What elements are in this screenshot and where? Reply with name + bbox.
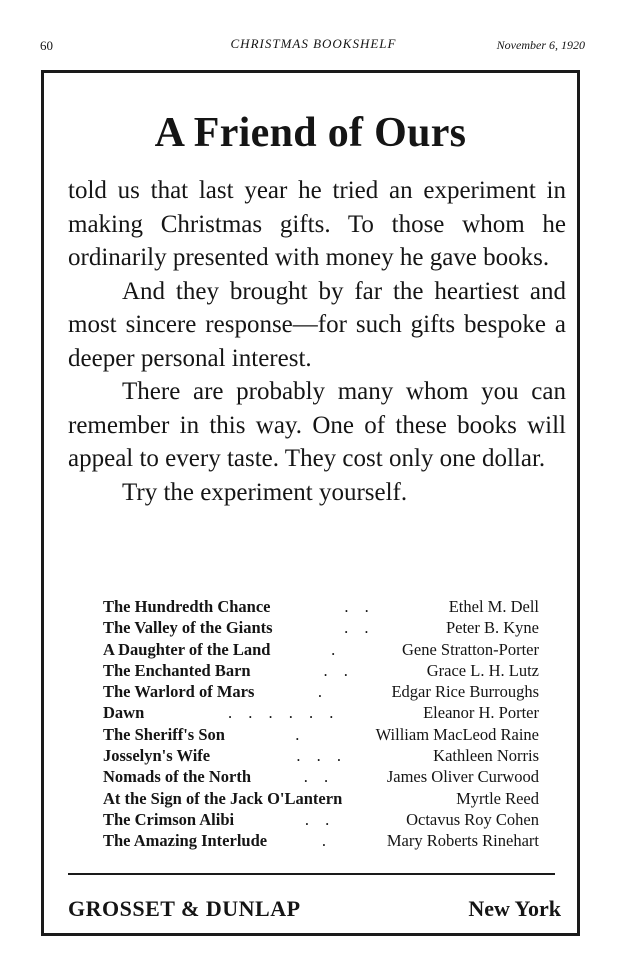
running-title: CHRISTMAS BOOKSHELF <box>230 36 397 51</box>
book-author: William MacLeod Raine <box>375 724 539 744</box>
paragraph: And they brought by far the heartiest and most sincere response—for such gifts bespoke a deeper personal interest. <box>68 277 566 372</box>
leader-dots: . <box>321 831 333 851</box>
page-number: 60 <box>40 38 53 53</box>
book-title: A Daughter of the Land <box>103 639 271 659</box>
book-title: Josselyn's Wife <box>103 746 211 766</box>
book-author: Gene Stratton-Porter <box>401 639 539 659</box>
book-title: The Crimson Alibi <box>103 809 235 829</box>
book-author: Edgar Rice Burroughs <box>391 682 539 702</box>
publisher-name: GROSSET & DUNLAP <box>68 896 301 921</box>
paragraph: told us that last year he tried an experiment in making Christmas gifts. To those whom he ordinarily presented with money he gave books. <box>68 177 566 271</box>
list-item <box>103 788 539 809</box>
book-author: Grace L. H. Lutz <box>426 660 539 680</box>
book-title: The Valley of the Giants <box>103 618 273 638</box>
ad-body <box>68 174 566 509</box>
book-title: Nomads of the North <box>103 767 252 787</box>
leader-dots <box>342 788 456 809</box>
list-item <box>103 660 539 681</box>
list-item <box>103 809 539 830</box>
footer-divider <box>68 873 555 875</box>
paragraph: There are probably many whom you can remember in this way. One of these books will appeal to every taste. They cost only one dollar. <box>68 378 566 472</box>
book-author: Myrtle Reed <box>456 788 539 808</box>
ad-title: A Friend of Ours <box>154 110 467 156</box>
publisher-city: New York <box>468 896 561 921</box>
list-item <box>103 639 539 660</box>
list-item <box>103 702 539 723</box>
book-author: Mary Roberts Rinehart <box>386 831 539 851</box>
list-item <box>103 596 539 617</box>
leader-dots: . . . . . . <box>227 703 340 723</box>
book-author: Octavus Roy Cohen <box>406 809 539 829</box>
advertisement-box <box>41 70 580 936</box>
leader-dots: . . <box>303 767 335 787</box>
leader-dots: . <box>331 639 342 659</box>
book-author: Kathleen Norris <box>433 746 539 766</box>
book-author: Peter B. Kyne <box>445 618 539 638</box>
book-title: The Warlord of Mars <box>103 682 255 702</box>
leader-dots: . . <box>344 618 375 638</box>
book-author: James Oliver Curwood <box>386 767 539 787</box>
issue-date: November 6, 1920 <box>496 38 585 52</box>
book-title: At the Sign of the Jack O'Lantern <box>103 788 343 808</box>
book-list <box>103 596 539 852</box>
leader-dots: . <box>295 724 306 744</box>
list-item <box>103 830 539 851</box>
list-item <box>103 617 539 638</box>
paragraph: Try the experiment yourself. <box>122 478 408 506</box>
book-title: The Amazing Interlude <box>103 831 268 851</box>
book-title: The Hundredth Chance <box>103 597 271 616</box>
list-item <box>103 681 539 702</box>
list-item <box>103 745 539 766</box>
leader-dots: . . . <box>296 746 347 766</box>
book-title: The Enchanted Barn <box>103 660 251 680</box>
leader-dots: . . <box>323 660 354 680</box>
leader-dots: . . <box>344 597 375 616</box>
list-item <box>103 766 539 787</box>
leader-dots: . . <box>304 809 336 829</box>
book-author: Eleanor H. Porter <box>423 703 539 723</box>
page-header <box>0 34 627 56</box>
book-title: The Sheriff's Son <box>103 724 225 744</box>
list-item <box>103 724 539 745</box>
book-author: Ethel M. Dell <box>448 597 539 616</box>
book-title: Dawn <box>103 703 145 723</box>
leader-dots: . <box>317 682 328 702</box>
